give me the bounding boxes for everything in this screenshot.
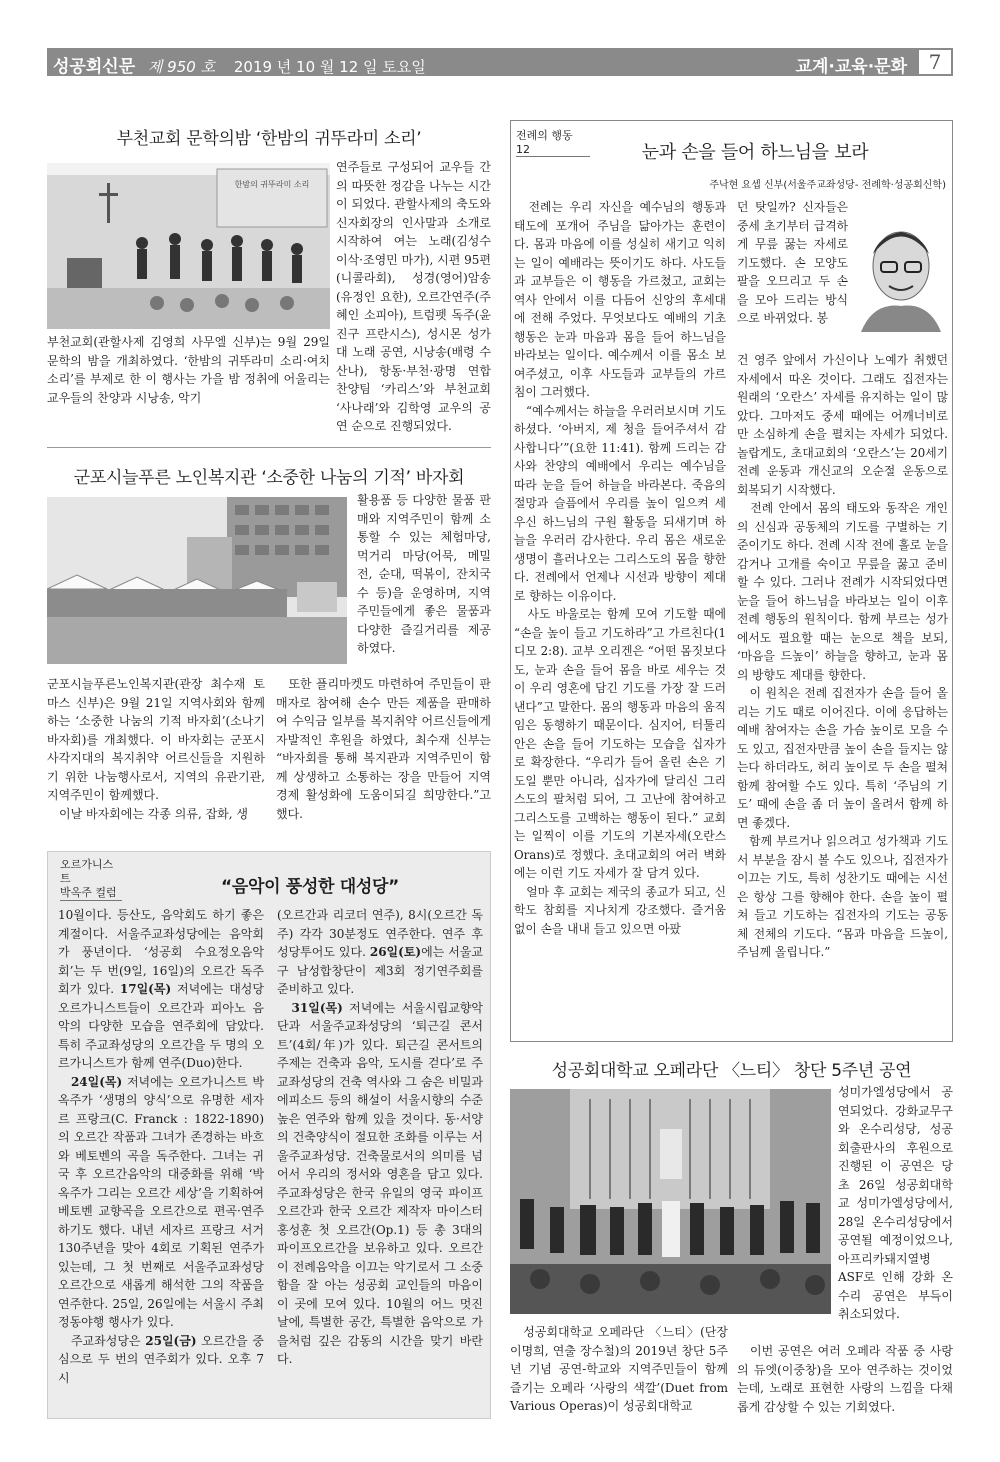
bucheon-title: 부천교회 문학의밤 ‘한밤의 귀뚜라미 소리’ <box>116 129 422 149</box>
column-tag-line1: 오르가니스트 <box>60 858 114 885</box>
col1-date-3: 25일(금) <box>145 1333 197 1348</box>
col2-text-2: 에는 서울교구 남성합창단이 제3회 정기연주회를 준비하고 있다. <box>277 945 483 996</box>
column-tag <box>60 858 122 901</box>
bucheon-col1: 부천교회(관할사제 김영희 사무엘 신부)는 9월 29일 문학의 밤을 개최하였다. ‘한밤의 귀뚜라미 소리·여치 소리’를 부제로 한 이 행사는 가을 밤 정취에 어울리는 교우들의 찬양과 시낭송, 악기 <box>47 335 330 405</box>
divider <box>47 447 491 448</box>
column-tag-line2: 박옥주 컬럼 <box>60 886 117 899</box>
col1-text-4: 오르간을 중심으로 두 번의 연주회가 있다. 오후 7시 <box>58 1333 264 1385</box>
col2-text-1: (오르간과 리코더 연주), 8시(오르간 독주) 각각 30분정도 연주한다. 연주 후 성당투어도 있다. <box>277 908 483 959</box>
column-title: “음악이 풍성한 대성당” <box>220 877 400 897</box>
issue-number: 제 950 호 <box>147 58 216 76</box>
opera-col-right-top: 성미가엘성당에서 공연되었다. 강화교무구와 온수리성당, 성공회출판사의 후원으로 진행된 이 공연은 당초 26일 성공회대학교 성미가엘성당에서, 28일 온수리성당에서 공연될 예정이었으나, 아프리카돼지열병 ASF로 인해 강화 온수리 공연은 부득이 취소되었다. <box>838 1085 953 1321</box>
liturgy-byline: 주낙현 요셉 신부(서울주교좌성당- 전례학·성공회신학) <box>709 180 946 191</box>
opera-title: 성공회대학교 오페라단 〈느티〉 창단 5주년 공연 <box>551 1061 912 1081</box>
page-number: 7 <box>917 48 953 76</box>
gunpo-col1: 군포시늘푸른노인복지관(관장 최수재 토마스 신부)은 9월 21일 지역사회와 함께하는 ‘소중한 나눔의 기적 바자회’(소나기 바자회)를 개최했다. 이 바자회는 군포시 사각지대의 복지취약 어르신들을 지원하기 위한 나눔행사로서, 지역의 유관기관, 지역주민이 함께했다. 이날 바자회에는 각종 의류, 잡화, 생 <box>47 677 265 821</box>
gunpo-col2: 또한 플리마켓도 마련하여 주민들이 판매자로 참여해 손수 만든 제품을 판매하여 수익금 일부를 복지취약 어르신들에게 자발적인 후원을 하였다, 최수재 신부는 “바자회를 통해 복지관과 지역주민이 함께 상생하고 소통하는 장을 만들어 지역경제 활성화에 도움이되길 희망한다.”고 했다. <box>276 677 491 821</box>
gunpo-title: 군포시늘푸른 노인복지관 ‘소중한 나눔의 기적’ 바자회 <box>73 468 465 488</box>
col2-text-3: 저녁에는 서울시립교향악단과 서울주교좌성당의 ‘퇴근길 콘서트’(4회/年)가 있다. 퇴근길 콘서트의 주제는 건축과 음악, 도시를 걷다’로 주교좌성당의 건축 역사와 그 숨은 비밀과 에피소드 등의 해설이 서울시향의 수준 높은 연주와 함께 있을 것이다. 동·서양의 건축양식이 절묘한 조화를 이루는 서울주교좌성당. 건축물로서의 의미를 넘어서 우리의 정서와 영혼을 담고 있다. 주교좌성당은 한국 유일의 영국 파이프오르간과 한국 오르간 제작자 마이스터 홍성훈 첫 오르간(Op.1) 등 총 3대의 파이프오르간을 보유하고 있다. 오르간이 전례음악을 이끄는 악기로서 그 소중함을 잘 아는 성공회 교인들의 마음이 이 곳에 모여 있다. 10월의 어느 멋진 날에, 특별한 공간, 특별한 음악으로 가을처럼 깊은 감동의 시간을 맞기 바란다. <box>277 1000 483 1366</box>
col2-date-1: 26일(토) <box>369 945 422 959</box>
opera-col1: 성공회대학교 오페라단 〈느티〉(단장 이명희, 연출 장수철)의 2019년 창단 5주년 기념 공연-학교와 지역주민들이 함께 즐기는 오페라 ‘사랑의 색깔’(Duet from Various Operas)이 성공회대학교 <box>510 1325 728 1413</box>
page-header <box>47 48 953 76</box>
author-portrait <box>853 214 948 332</box>
liturgy-series-tag: 전례의 행동 12 <box>516 127 590 157</box>
paper-name: 성공회신문 <box>53 57 136 77</box>
column-col2 <box>277 906 483 1369</box>
liturgy-col1: 전례는 우리 자신을 예수님의 행동과 태도에 포개어 주님을 닮아가는 훈련이다. 몸과 마음에 이를 성실히 새기고 익히는 일이 예배라는 뜻이기도 하다. 사도들과 교부들은 이 행동을 가르쳤고, 교회는 역사 안에서 이를 다듬어 신앙의 후세대에 전해 주었다. 무엇보다도 예배의 기초 행동은 눈과 마음과 몸을 들어 하느님을 바라보는 일이다. 예수께서 이를 몸소 보여주셨고, 이후 사도들과 교부들의 가르침이 그러했다. “예수께서는 하늘을 우러러보시며 기도하셨다. ‘아버지, 제 청을 들어주셔서 감사합니다’”(요한 11:41). 함께 드리는 감사와 찬양의 예배에서 우리는 예수님을 따라 눈을 들어 하늘을 바라본다. 죽음의 절망과 슬픔에서 우리를 높이 일으켜 세우신 하느님의 구원 활동을 되새기며 하늘을 우러러 감사한다. 우리 몸은 새로운 생명이 흘러나오는 그리스도의 몸을 향한다. 전례에서 언제나 시선과 방향이 제대로 향하는 이유이다. 사도 바울로는 함께 모여 기도할 때에 “손을 높이 들고 기도하라”고 가르친다(1디모 2:8). 교부 오리겐은 “어떤 몸짓보다도, 눈과 손을 들어 몸을 바로 세우는 것이 우리 영혼에 담긴 기도를 가장 잘 드러낸다”고 말한다. 몸의 행동과 마음의 움직임은 동행하기 때문이다. 심지어, 터툴리안은 손을 들어 기도하는 모습을 십자가로 확장한다. “우리가 들어 올린 손은 기도일 뿐만 아니라, 십자가에 달리신 그리스도의 팔처럼 되어, 그 고난에 참여하고 그리스도를 고백하는 행동이 된다.” 교회는 일찍이 이를 기도의 기본자세(오란스 Orans)로 정했다. 초대교회의 여러 벽화에는 이런 기도 자세가 잘 담겨 있다. 얼마 후 교회는 제국의 종교가 되고, 신학도 참회를 지나치게 강조했다. 즐거움 없이 손을 내내 들고 있으면 아팠 <box>514 200 726 936</box>
col1-date-1: 17일(목) <box>119 982 172 996</box>
col1-text-3: 저녁에는 오르가니스트 박옥주가 ‘생명의 양식’으로 유명한 세자르 프랑크(C. Franck : 1822-1890)의 오르간 작품과 그녀가 존경하는 바흐와 베토벤의 곡을 독주한다. 그녀는 귀국 후 오르간음악의 대중화를 위해 ‘박옥주가 그리는 오르간 세상’을 기획하여 베토벤 교향곡을 오르간으로 편곡·연주하기도 했다. 내년 세자르 프랑크 서거 130주년을 맞아 4회로 기획된 연주가 있는데, 그 첫 번째로 서울주교좌성당 오르간으로 새롭게 해석한 그의 작품을 연주한다. 25일, 26일에는 서울시 주최 정동야행 행사가 있다. 주교좌성당은 <box>58 1074 264 1348</box>
col1-date-2: 24일(목) <box>70 1074 123 1089</box>
opera-col2: 이번 공연은 여러 오페라 작품 중 사랑의 듀엣(이중창)을 모아 연주하는 것이었는데, 노래로 표현한 사랑의 느낌을 다채롭게 감상할 수 있는 기회였다. <box>737 1344 953 1414</box>
liturgy-col2: 건 영주 앞에서 가신이나 노예가 취했던 자세에서 따온 것이다. 그래도 집전자는 원래의 ‘오란스’ 자세를 유지하는 일이 많았다. 그마저도 중세 때에는 어깨너비로만 소심하게 손을 펼치는 자세가 되었다. 놀랍게도, 초대교회의 ‘오란스’는 20세기 전례 운동과 개신교의 오순절 운동으로 회복되기 시작했다. 전례 안에서 몸의 태도와 동작은 개인의 신심과 공동체의 기도를 구별하는 기준이기도 하다. 전례 시작 전에 홀로 눈을 감거나 고개를 숙이고 무릎을 꿇고 준비할 수 있다. 그러나 전례가 시작되었다면 눈을 들어 하느님을 바라보는 일이 이후 전례 행동의 원칙이다. 함께 부르는 성가에서도 필요할 때는 눈으로 책을 보되, ‘마음을 드높이’ 하늘을 향하고, 눈과 몸의 방향도 제대를 향한다. 이 원칙은 전례 집전자가 손을 들어 올리는 기도 때로 이어진다. 이에 응답하는 예배 참여자는 손을 가슴 높이로 모을 수도 있고, 집전자만큼 높이 손을 들지는 않는다 하더라도, 허리 높이로 두 손을 펼쳐 함께 참여할 수도 있다. 특히 ‘주님의 기도’ 때에 손을 좀 더 높이 올려서 함께 하면 좋겠다. 함께 부르거나 읽으려고 성가책과 기도서 부분을 잠시 볼 수도 있으나, 집전자가 이끄는 기도, 특히 성찬기도 때에는 시선은 항상 그를 향해야 한다. 손을 높이 펼쳐 들고 기도하는 집전자의 기도는 공동체 전체의 기도다. “몸과 마음을 드높이, 주님께 올립니다.” <box>737 353 948 959</box>
col2-date-2: 31일(목) <box>291 1000 343 1015</box>
liturgy-col2-top: 던 탓일까? 신자들은 중세 초기부터 급격하게 무릎 꿇는 자세로 기도했다. 손 모양도 팔을 오므리고 두 손을 모아 드리는 방식으로 바뀌었다. 봉 <box>737 200 848 325</box>
liturgy-title: 눈과 손을 들어 하느님을 보라 <box>641 142 869 163</box>
col1-text-2: 저녁에는 대성당 오르가니스트들이 오르간과 피아노 음악의 다양한 모습을 연주회에 담았다. 특히 주교좌성당의 오르간을 두 명의 오르가니스트가 함께 연주(Duo)한다. <box>58 982 264 1070</box>
photo-banner-text: 한밤의 귀뚜라미 소리 <box>234 180 310 189</box>
opera-photo <box>510 1089 831 1314</box>
section-name: 교계·교육·문화 <box>795 57 907 77</box>
bucheon-col2: 연주들로 구성되어 교우들 간의 따뜻한 정감을 나누는 시간이 되었다. 관할사제의 축도와 신자회장의 인사말과 소개로 시작하여 여는 노래(김성수 이삭·조영민 마가), 시편 95편(니콜라회), 성경(영어)암송(유정인 요한), 오르간연주(주혜인 소피아), 트럼펫 독주(윤진구 프란시스), 성시몬 성가대 노래 공연, 시낭송(배령 수산나), 항동·부천·광명 연합 찬양팀 ‘카리스’와 부천교회 ‘사나래’와 김학영 교우의 공연 순으로 진행되었다. <box>336 160 491 433</box>
issue-date: 2019 년 10 월 12 일 토요일 <box>233 58 426 76</box>
col1-text-1: 10월이다. 등산도, 음악회도 하기 좋은 계절이다. 서울주교좌성당에는 음악회가 풍년이다. ‘성공회 수요정오음악회’는 두 번(9일, 16일)의 오르간 독주회가 있다. <box>58 908 264 996</box>
bucheon-photo <box>47 163 330 329</box>
gunpo-col-right-top: 활용품 등 다양한 물품 판매와 지역주민이 함께 소통할 수 있는 체험마당, 먹거리 마당(어묵, 메밀전, 순대, 떡볶이, 잔치국수 등)을 운영하며, 지역주민들에게 좋은 물품과 다양한 즐길거리를 제공하였다. <box>357 493 491 655</box>
gunpo-photo <box>47 497 347 664</box>
column-col1 <box>58 906 264 1387</box>
